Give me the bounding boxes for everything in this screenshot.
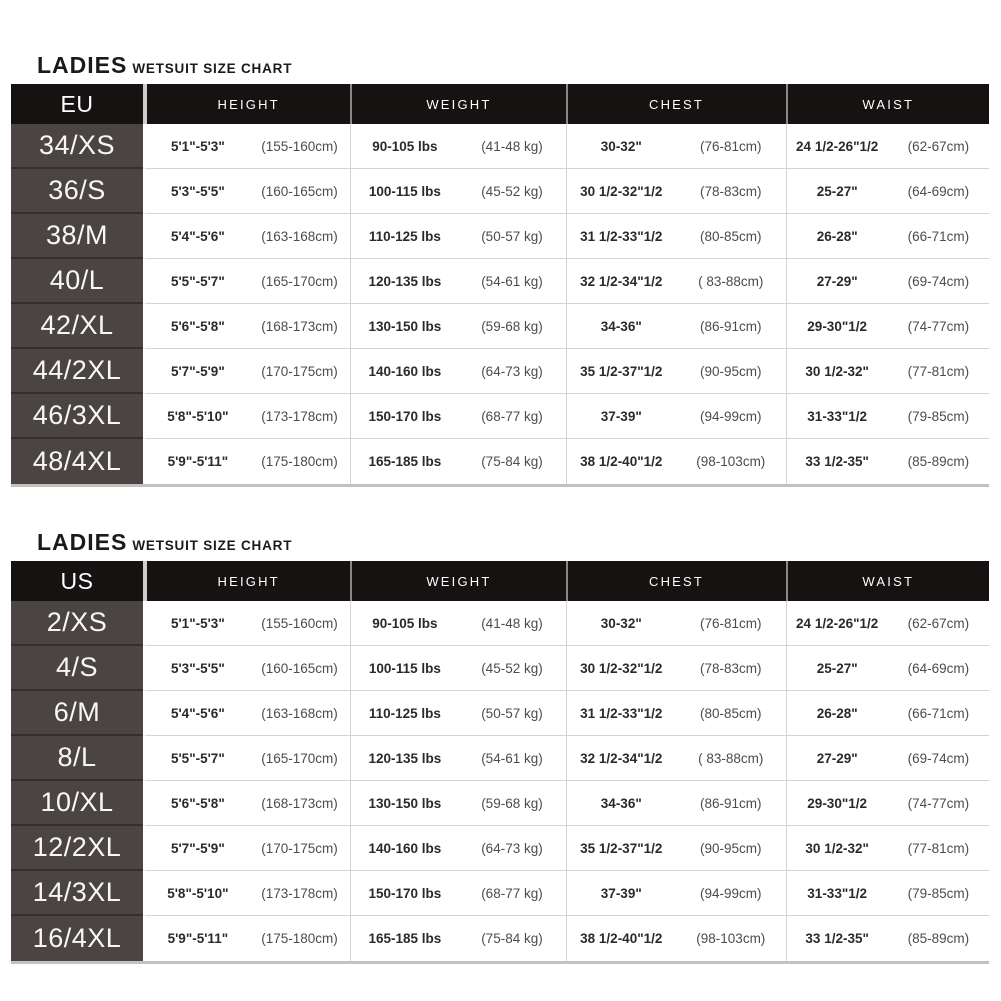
waist-metric-value: (66-71cm): [907, 705, 970, 721]
chest-imperial-value: 30 1/2-32"1/2: [580, 183, 663, 199]
chest-metric-value: (90-95cm): [700, 840, 762, 856]
size-cell: 46/3XL: [11, 394, 143, 439]
weight-metric-value: (54-61 kg): [481, 750, 543, 766]
weight-cell: [350, 259, 565, 304]
table-body: [11, 124, 989, 484]
table-header-row: [11, 561, 989, 601]
height-metric-value: (170-175cm): [261, 840, 338, 856]
weight-cell: [350, 916, 565, 961]
table-row: [11, 916, 989, 961]
waist-cell: [786, 916, 989, 961]
waist-cell: [786, 304, 989, 349]
column-header-height: HEIGHT: [143, 84, 350, 124]
weight-imperial-value: 150-170 lbs: [368, 408, 442, 424]
height-cell: [143, 124, 350, 169]
height-imperial-value: 5'1"-5'3": [170, 615, 225, 631]
weight-metric-value: (64-73 kg): [481, 840, 543, 856]
height-cell: [143, 349, 350, 394]
chest-imperial-value: 32 1/2-34"1/2: [580, 273, 663, 289]
weight-cell: [350, 439, 565, 484]
chest-metric-value: (80-85cm): [700, 228, 762, 244]
height-imperial-value: 5'4"-5'6": [170, 705, 225, 721]
height-imperial-value: 5'6"-5'8": [170, 318, 225, 334]
height-imperial-value: 5'3"-5'5": [170, 183, 225, 199]
chart-title-main: LADIES: [37, 529, 128, 555]
weight-metric-value: (41-48 kg): [481, 138, 543, 154]
chest-cell: [566, 259, 786, 304]
table-row: [11, 394, 989, 439]
waist-metric-value: (62-67cm): [907, 615, 970, 631]
chest-metric-value: (80-85cm): [700, 705, 762, 721]
chest-imperial-value: 37-39": [600, 885, 642, 901]
weight-metric-value: (64-73 kg): [481, 363, 543, 379]
weight-cell: [350, 691, 565, 736]
chest-cell: [566, 214, 786, 259]
size-cell: 4/S: [11, 646, 143, 691]
chest-imperial-value: 35 1/2-37"1/2: [580, 363, 663, 379]
chest-imperial-value: 30-32": [600, 615, 642, 631]
size-cell: 42/XL: [11, 304, 143, 349]
size-cell: 10/XL: [11, 781, 143, 826]
waist-imperial-value: 29-30"1/2: [807, 318, 867, 334]
height-cell: [143, 601, 350, 646]
weight-cell: [350, 601, 565, 646]
size-cell: 8/L: [11, 736, 143, 781]
weight-cell: [350, 826, 565, 871]
waist-metric-value: (79-85cm): [907, 408, 970, 424]
waist-imperial-value: 31-33"1/2: [807, 408, 867, 424]
height-imperial-value: 5'8"-5'10": [167, 885, 229, 901]
weight-imperial-value: 140-160 lbs: [368, 840, 442, 856]
waist-cell: [786, 646, 989, 691]
weight-cell: [350, 349, 565, 394]
height-metric-value: (175-180cm): [261, 931, 338, 946]
size-cell: 12/2XL: [11, 826, 143, 871]
chest-imperial-value: 37-39": [600, 408, 642, 424]
waist-metric-value: (85-89cm): [907, 931, 970, 946]
waist-metric-value: (69-74cm): [907, 750, 970, 766]
column-header-height: HEIGHT: [143, 561, 350, 601]
size-cell: 44/2XL: [11, 349, 143, 394]
column-header-waist: WAIST: [786, 561, 989, 601]
chest-imperial-value: 32 1/2-34"1/2: [580, 750, 663, 766]
chart-title: [37, 529, 989, 553]
waist-cell: [786, 781, 989, 826]
chest-imperial-value: 34-36": [600, 795, 642, 811]
chest-cell: [566, 691, 786, 736]
chest-metric-value: (86-91cm): [700, 318, 762, 334]
chest-imperial-value: 30-32": [600, 138, 642, 154]
chest-metric-value: (86-91cm): [700, 795, 762, 811]
height-cell: [143, 439, 350, 484]
chest-metric-value: (76-81cm): [700, 615, 762, 631]
waist-imperial-value: 24 1/2-26"1/2: [796, 138, 879, 154]
waist-imperial-value: 24 1/2-26"1/2: [796, 615, 879, 631]
waist-metric-value: (64-69cm): [907, 660, 970, 676]
waist-metric-value: (69-74cm): [907, 273, 970, 289]
waist-metric-value: (62-67cm): [907, 138, 970, 154]
height-cell: [143, 259, 350, 304]
waist-cell: [786, 736, 989, 781]
height-metric-value: (163-168cm): [261, 228, 338, 244]
weight-imperial-value: 90-105 lbs: [372, 138, 438, 154]
chest-cell: [566, 646, 786, 691]
chart-title-sub: WETSUIT SIZE CHART: [132, 538, 293, 553]
weight-cell: [350, 871, 565, 916]
weight-metric-value: (50-57 kg): [481, 705, 543, 721]
chest-cell: [566, 826, 786, 871]
weight-metric-value: (45-52 kg): [481, 660, 543, 676]
weight-cell: [350, 394, 565, 439]
chest-metric-value: (78-83cm): [700, 183, 762, 199]
table-row: [11, 349, 989, 394]
waist-metric-value: (64-69cm): [907, 183, 970, 199]
table-row: [11, 124, 989, 169]
eu-size-chart-section: [11, 52, 989, 487]
height-imperial-value: 5'9"-5'11": [167, 454, 229, 469]
waist-imperial-value: 31-33"1/2: [807, 885, 867, 901]
waist-metric-value: (74-77cm): [907, 318, 970, 334]
waist-cell: [786, 349, 989, 394]
chest-imperial-value: 31 1/2-33"1/2: [580, 228, 663, 244]
height-cell: [143, 826, 350, 871]
height-imperial-value: 5'3"-5'5": [170, 660, 225, 676]
height-cell: [143, 169, 350, 214]
waist-imperial-value: 33 1/2-35": [805, 454, 869, 469]
weight-metric-value: (68-77 kg): [481, 408, 543, 424]
waist-cell: [786, 259, 989, 304]
waist-cell: [786, 169, 989, 214]
height-cell: [143, 214, 350, 259]
size-cell: 14/3XL: [11, 871, 143, 916]
table-row: [11, 691, 989, 736]
height-cell: [143, 691, 350, 736]
weight-imperial-value: 110-125 lbs: [368, 228, 441, 244]
weight-imperial-value: 120-135 lbs: [368, 750, 442, 766]
table-row: [11, 736, 989, 781]
waist-imperial-value: 30 1/2-32": [805, 363, 869, 379]
chest-cell: [566, 349, 786, 394]
chest-cell: [566, 394, 786, 439]
chest-cell: [566, 304, 786, 349]
chest-metric-value: (90-95cm): [700, 363, 762, 379]
height-imperial-value: 5'4"-5'6": [170, 228, 225, 244]
chest-metric-value: (94-99cm): [700, 408, 762, 424]
chest-imperial-value: 38 1/2-40"1/2: [580, 454, 663, 469]
chest-metric-value: (94-99cm): [700, 885, 762, 901]
weight-imperial-value: 130-150 lbs: [368, 318, 442, 334]
weight-cell: [350, 736, 565, 781]
waist-cell: [786, 394, 989, 439]
waist-cell: [786, 214, 989, 259]
height-metric-value: (168-173cm): [261, 318, 338, 334]
height-cell: [143, 781, 350, 826]
weight-metric-value: (41-48 kg): [481, 615, 543, 631]
chest-metric-value: ( 83-88cm): [698, 273, 764, 289]
waist-imperial-value: 27-29": [816, 750, 858, 766]
chest-metric-value: (98-103cm): [696, 454, 766, 469]
height-imperial-value: 5'7"-5'9": [170, 363, 225, 379]
size-cell: 40/L: [11, 259, 143, 304]
chest-imperial-value: 38 1/2-40"1/2: [580, 931, 663, 946]
weight-metric-value: (59-68 kg): [481, 318, 543, 334]
weight-imperial-value: 100-115 lbs: [368, 660, 441, 676]
height-metric-value: (165-170cm): [261, 273, 338, 289]
weight-cell: [350, 124, 565, 169]
chart-title: [37, 52, 989, 76]
size-cell: 38/M: [11, 214, 143, 259]
height-cell: [143, 916, 350, 961]
height-metric-value: (160-165cm): [261, 183, 338, 199]
table-row: [11, 259, 989, 304]
column-header-size-system: US: [11, 561, 143, 601]
height-metric-value: (173-178cm): [261, 408, 338, 424]
weight-metric-value: (54-61 kg): [481, 273, 543, 289]
chest-metric-value: (78-83cm): [700, 660, 762, 676]
chest-imperial-value: 35 1/2-37"1/2: [580, 840, 663, 856]
waist-imperial-value: 27-29": [816, 273, 858, 289]
table-header-row: [11, 84, 989, 124]
table-row: [11, 601, 989, 646]
waist-metric-value: (66-71cm): [907, 228, 970, 244]
waist-cell: [786, 601, 989, 646]
weight-imperial-value: 120-135 lbs: [368, 273, 442, 289]
chart-title-sub: WETSUIT SIZE CHART: [132, 61, 293, 76]
table-row: [11, 214, 989, 259]
weight-metric-value: (68-77 kg): [481, 885, 543, 901]
height-metric-value: (165-170cm): [261, 750, 338, 766]
height-imperial-value: 5'9"-5'11": [167, 931, 229, 946]
chart-title-main: LADIES: [37, 52, 128, 78]
chest-imperial-value: 31 1/2-33"1/2: [580, 705, 663, 721]
weight-cell: [350, 169, 565, 214]
height-metric-value: (160-165cm): [261, 660, 338, 676]
waist-imperial-value: 26-28": [816, 705, 858, 721]
chest-metric-value: ( 83-88cm): [698, 750, 764, 766]
weight-imperial-value: 140-160 lbs: [368, 363, 442, 379]
waist-imperial-value: 29-30"1/2: [807, 795, 867, 811]
us-size-chart-section: [11, 529, 989, 964]
us-size-table: [11, 561, 989, 964]
size-cell: 2/XS: [11, 601, 143, 646]
height-imperial-value: 5'1"-5'3": [170, 138, 225, 154]
waist-metric-value: (79-85cm): [907, 885, 970, 901]
chest-metric-value: (98-103cm): [696, 931, 766, 946]
height-imperial-value: 5'5"-5'7": [170, 273, 225, 289]
column-header-waist: WAIST: [786, 84, 989, 124]
waist-metric-value: (74-77cm): [907, 795, 970, 811]
height-imperial-value: 5'5"-5'7": [170, 750, 225, 766]
height-metric-value: (170-175cm): [261, 363, 338, 379]
weight-imperial-value: 165-185 lbs: [368, 454, 442, 469]
waist-cell: [786, 439, 989, 484]
table-body: [11, 601, 989, 961]
waist-cell: [786, 691, 989, 736]
chest-cell: [566, 916, 786, 961]
table-row: [11, 439, 989, 484]
size-cell: 48/4XL: [11, 439, 143, 484]
waist-metric-value: (85-89cm): [907, 454, 970, 469]
weight-cell: [350, 646, 565, 691]
weight-cell: [350, 214, 565, 259]
height-cell: [143, 736, 350, 781]
chest-metric-value: (76-81cm): [700, 138, 762, 154]
weight-imperial-value: 100-115 lbs: [368, 183, 441, 199]
height-imperial-value: 5'8"-5'10": [167, 408, 229, 424]
waist-imperial-value: 25-27": [816, 660, 858, 676]
weight-cell: [350, 304, 565, 349]
size-cell: 34/XS: [11, 124, 143, 169]
waist-metric-value: (77-81cm): [907, 840, 970, 856]
table-row: [11, 781, 989, 826]
height-imperial-value: 5'6"-5'8": [170, 795, 225, 811]
height-metric-value: (155-160cm): [261, 615, 338, 631]
table-row: [11, 646, 989, 691]
height-metric-value: (163-168cm): [261, 705, 338, 721]
height-metric-value: (175-180cm): [261, 454, 338, 469]
weight-metric-value: (75-84 kg): [481, 931, 543, 946]
column-header-size-system: EU: [11, 84, 143, 124]
waist-imperial-value: 30 1/2-32": [805, 840, 869, 856]
waist-imperial-value: 25-27": [816, 183, 858, 199]
table-row: [11, 304, 989, 349]
table-row: [11, 826, 989, 871]
height-cell: [143, 394, 350, 439]
column-header-weight: WEIGHT: [350, 561, 565, 601]
waist-metric-value: (77-81cm): [907, 363, 970, 379]
chest-imperial-value: 30 1/2-32"1/2: [580, 660, 663, 676]
waist-imperial-value: 26-28": [816, 228, 858, 244]
weight-imperial-value: 130-150 lbs: [368, 795, 442, 811]
weight-metric-value: (50-57 kg): [481, 228, 543, 244]
weight-metric-value: (75-84 kg): [481, 454, 543, 469]
waist-cell: [786, 871, 989, 916]
weight-metric-value: (59-68 kg): [481, 795, 543, 811]
waist-cell: [786, 124, 989, 169]
column-header-weight: WEIGHT: [350, 84, 565, 124]
waist-cell: [786, 826, 989, 871]
weight-metric-value: (45-52 kg): [481, 183, 543, 199]
weight-imperial-value: 150-170 lbs: [368, 885, 442, 901]
height-metric-value: (168-173cm): [261, 795, 338, 811]
chest-cell: [566, 736, 786, 781]
weight-imperial-value: 110-125 lbs: [368, 705, 441, 721]
size-cell: 16/4XL: [11, 916, 143, 961]
table-row: [11, 169, 989, 214]
height-metric-value: (173-178cm): [261, 885, 338, 901]
waist-imperial-value: 33 1/2-35": [805, 931, 869, 946]
chest-cell: [566, 169, 786, 214]
eu-size-table: [11, 84, 989, 487]
column-header-chest: CHEST: [566, 561, 786, 601]
chest-cell: [566, 439, 786, 484]
height-metric-value: (155-160cm): [261, 138, 338, 154]
size-cell: 6/M: [11, 691, 143, 736]
column-header-chest: CHEST: [566, 84, 786, 124]
height-cell: [143, 871, 350, 916]
chest-cell: [566, 601, 786, 646]
chest-imperial-value: 34-36": [600, 318, 642, 334]
weight-imperial-value: 90-105 lbs: [372, 615, 438, 631]
table-row: [11, 871, 989, 916]
chest-cell: [566, 871, 786, 916]
weight-cell: [350, 781, 565, 826]
height-cell: [143, 646, 350, 691]
weight-imperial-value: 165-185 lbs: [368, 931, 442, 946]
chest-cell: [566, 124, 786, 169]
size-cell: 36/S: [11, 169, 143, 214]
height-cell: [143, 304, 350, 349]
chest-cell: [566, 781, 786, 826]
height-imperial-value: 5'7"-5'9": [170, 840, 225, 856]
